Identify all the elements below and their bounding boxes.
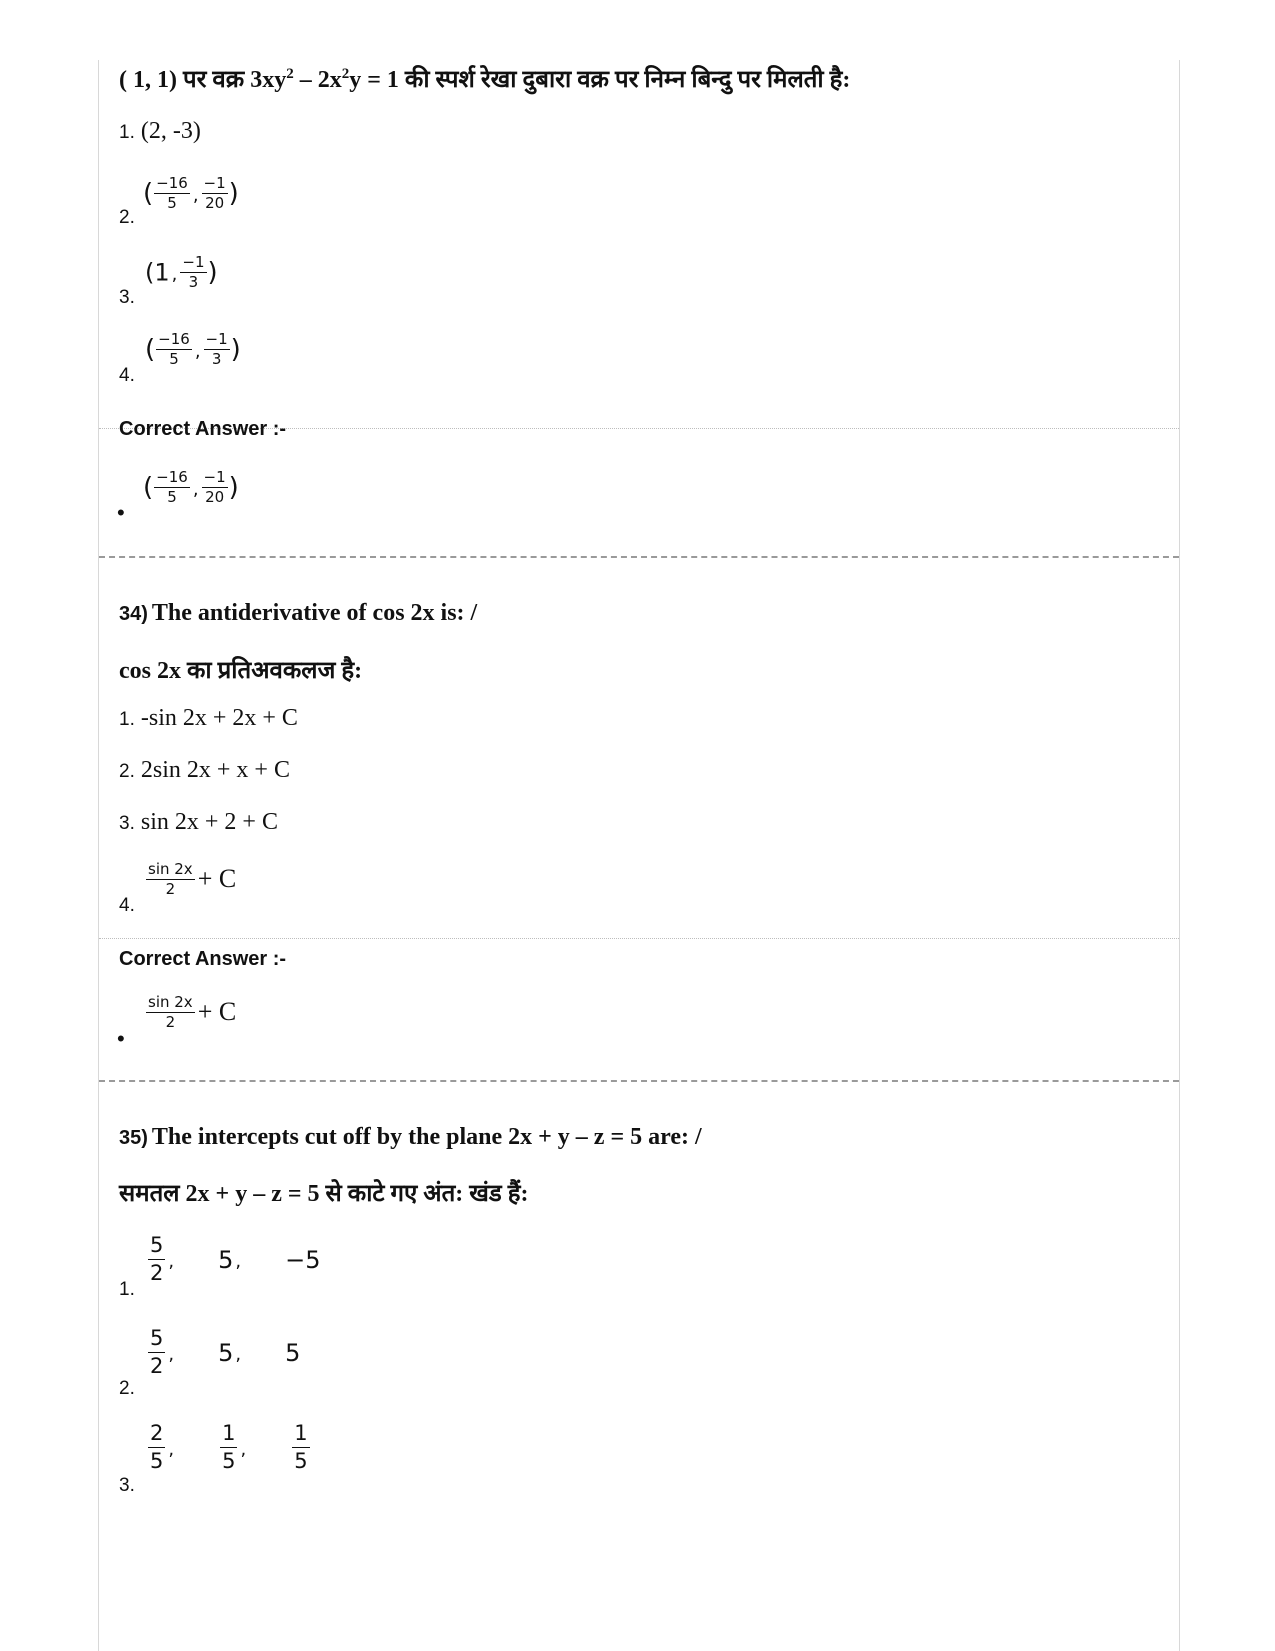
fraction: $\frac{-1}{20}$	[203, 468, 226, 506]
fraction: $\frac{1}{5}$	[222, 1421, 236, 1474]
question-33-text: ( 1, 1) पर वक्र $3xy^2 - 2x^2y = 1$ की स्पर्श रेखा दुबारा वक्र पर निम्न बिन्दु पर मिलती है:	[119, 66, 851, 93]
q34-option-4-formula: $\frac{\sin 2x}{2}$ + C	[148, 860, 237, 898]
answer-bullet: •	[117, 500, 125, 525]
q33-option-2-formula: ( $\frac{-16}{5}$ , $\frac{-1}{20}$ )	[143, 174, 239, 212]
fraction: $\frac{-16}{5}$	[156, 468, 188, 506]
q33-option-1: 1. (2, -3)	[119, 118, 201, 144]
q33-correct-answer-formula: ( $\frac{-16}{5}$ , $\frac{-1}{20}$ )	[143, 468, 239, 506]
q35-option-3-number: 3.	[119, 1475, 135, 1496]
fraction: $\frac{1}{5}$	[294, 1421, 308, 1474]
fraction: $\frac{\sin 2x}{2}$	[148, 993, 193, 1031]
answer-bullet: •	[117, 1026, 125, 1051]
q34-option-1: 1. -sin 2x + 2x + C	[119, 705, 298, 731]
fraction: $\frac{\sin 2x}{2}$	[148, 860, 193, 898]
question-separator	[99, 556, 1179, 558]
fraction: $\frac{-16}{5}$	[156, 174, 188, 212]
q34-correct-answer-formula: $\frac{\sin 2x}{2}$ + C	[148, 993, 237, 1031]
q35-option-2-number: 2.	[119, 1378, 135, 1399]
question-number: 34)	[119, 603, 148, 625]
q33-option-3-number: 3.	[119, 287, 135, 308]
q35-option-1-number: 1.	[119, 1279, 135, 1300]
question-35-text-hi: समतल 2x + y – z = 5 से काटे गए अंत: खंड हैं:	[119, 1181, 529, 1207]
correct-answer-heading: Correct Answer :-	[119, 948, 287, 970]
q34-option-2: 2. 2sin 2x + x + C	[119, 757, 290, 783]
question-34-text-hi: cos 2x का प्रतिअवकलज है:	[119, 658, 363, 684]
q34-option-4-number: 4.	[119, 895, 135, 916]
question-35-text-en: 35) The intercepts cut off by the plane 2x + y – z = 5 are: /	[119, 1124, 702, 1150]
fraction: $\frac{5}{2}$	[150, 1233, 164, 1286]
question-34-text-en: 34) The antiderivative of cos 2x is: /	[119, 600, 478, 626]
question-separator	[99, 1080, 1179, 1082]
q33-option-3-formula: (1 , $\frac{-1}{3}$ )	[145, 253, 218, 291]
fraction: $\frac{2}{5}$	[150, 1421, 164, 1474]
fraction: $\frac{5}{2}$	[150, 1326, 164, 1379]
document-page	[98, 60, 1180, 1651]
fraction: $\frac{-16}{5}$	[158, 330, 190, 368]
q34-option-3: 3. sin 2x + 2 + C	[119, 809, 278, 835]
fraction: $\frac{-1}{3}$	[205, 330, 228, 368]
q35-option-3-formula: $\frac{2}{5}$ , $\frac{1}{5}$ , $\frac{1}{5}$	[147, 1420, 311, 1476]
question-number: 35)	[119, 1127, 148, 1149]
section-divider	[99, 938, 1179, 939]
correct-answer-heading: Correct Answer :-	[119, 418, 287, 440]
fraction: $\frac{-1}{3}$	[182, 253, 205, 291]
q35-option-2-formula: $\frac{5}{2}$ , 5 , 5	[147, 1325, 300, 1381]
q33-option-2-number: 2.	[119, 207, 135, 228]
q33-option-4-number: 4.	[119, 365, 135, 386]
q33-option-4-formula: ( $\frac{-16}{5}$ , $\frac{-1}{3}$ )	[145, 330, 241, 368]
fraction: $\frac{-1}{20}$	[203, 174, 226, 212]
q35-option-1-formula: $\frac{5}{2}$ , 5 , −5	[147, 1232, 321, 1288]
